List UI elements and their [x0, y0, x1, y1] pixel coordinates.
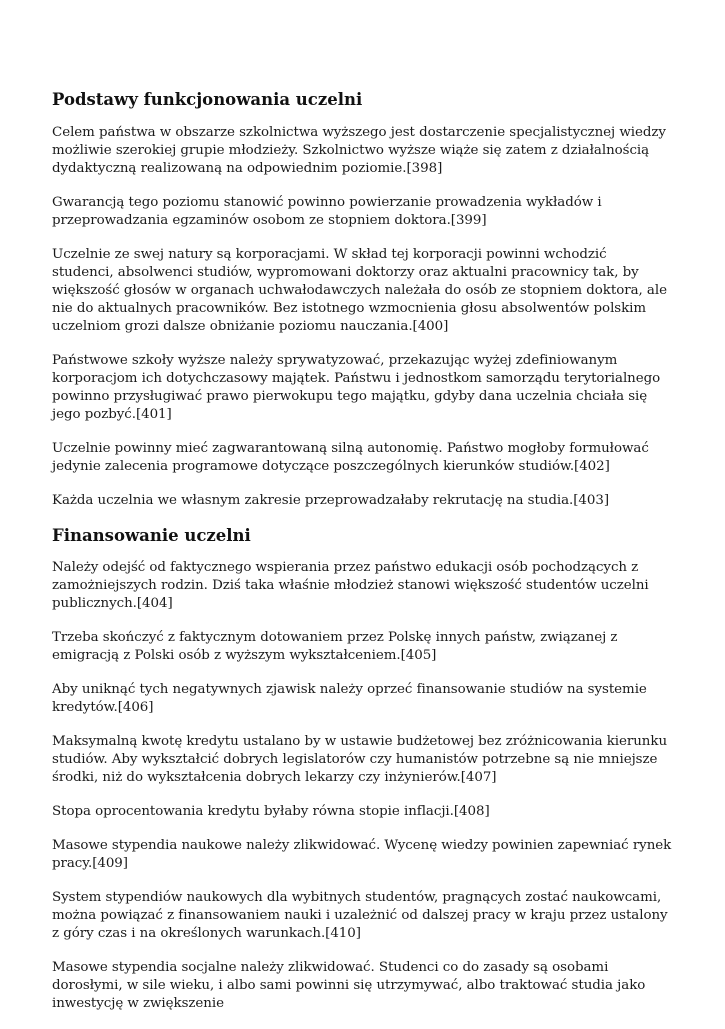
paragraph: Celem państwa w obszarze szkolnictwa wyższego jest dostarczenie specjalistycznej wiedzy możliwie szerokiej grupie młodzieży. Szkolnictwo wyższe wiąże się zatem z działalnością dydaktyczną realizowaną na odpowiednim poziomie.[398] [52, 125, 666, 176]
paragraph: Należy odejść od faktycznego wspierania przez państwo edukacji osób pochodzących z zamożniejszych rodzin. Dziś taka właśnie młodzież stanowi większość studentów uczelni publicznych.[404] [52, 560, 649, 611]
paragraph: Państwowe szkoły wyższe należy sprywatyzować, przekazując wyżej zdefiniowanym korporacjom ich dotychczasowy majątek. Państwu i jednostkom samorządu terytorialnego powinno przysługiwać prawo pierwokupu tego majątku, gdyby dana uczelnia chciała się jego pozbyć.[401] [52, 353, 661, 422]
paragraph: Maksymalną kwotę kredytu ustalano by w ustawie budżetowej bez zróżnicowania kierunku studiów. Aby wykształcić dobrych legislatorów czy humanistów potrzebne są nie mniejsze środki, niż do wykształcenia dobrych lekarzy czy inżynierów.[407] [52, 734, 668, 785]
paragraph: Gwarancją tego poziomu stanowić powinno powierzanie prowadzenia wykładów i przeprowadzania egzaminów osobom ze stopniem doktora.[399] [52, 195, 602, 228]
paragraph: Masowe stypendia naukowe należy zlikwidować. Wycenę wiedzy powinien zapewniać rynek pracy.[409] [52, 838, 672, 871]
section-heading-finansowanie: Finansowanie uczelni [52, 526, 251, 545]
paragraph: Aby uniknąć tych negatywnych zjawisk należy oprzeć finansowanie studiów na systemie kredytów.[406] [52, 682, 647, 715]
paragraph: Uczelnie powinny mieć zagwarantowaną silną autonomię. Państwo mogłoby formułować jedynie zalecenia programowe dotyczące poszczególnych kierunków studiów.[402] [52, 441, 649, 474]
paragraph: Stopa oprocentowania kredytu byłaby równa stopie inflacji.[408] [52, 804, 490, 819]
paragraph: System stypendiów naukowych dla wybitnych studentów, pragnących zostać naukowcami, można powiązać z finansowaniem nauki i uzależnić od dalszej pracy w kraju przez ustalony z góry czas i na określonych warunkach.[410] [52, 890, 668, 941]
document-page [52, 90, 672, 1029]
section-heading-podstawy: Podstawy funkcjonowania uczelni [52, 90, 363, 109]
paragraph: Masowe stypendia socjalne należy zlikwidować. Studenci co do zasady są osobami dorosłymi, w sile wieku, i albo sami powinni się utrzymywać, albo traktować studia jako inwestycję w zwiększenie [52, 960, 646, 1011]
paragraph: Uczelnie ze swej natury są korporacjami. W skład tej korporacji powinni wchodzić studenci, absolwenci studiów, wypromowani doktorzy oraz aktualni pracownicy tak, by większość głosów w organach uchwałodawczych należała do osób ze stopniem doktora, ale nie do aktualnych pracowników. Bez istotnego wzmocnienia głosu absolwentów polskim uczelniom grozi dalsze obniżanie poziomu nauczania.[400] [52, 247, 667, 334]
paragraph: Każda uczelnia we własnym zakresie przeprowadzałaby rekrutację na studia.[403] [52, 493, 610, 508]
paragraph: Trzeba skończyć z faktycznym dotowaniem przez Polskę innych państw, związanej z emigracją z Polski osób z wyższym wykształceniem.[405] [52, 630, 618, 663]
